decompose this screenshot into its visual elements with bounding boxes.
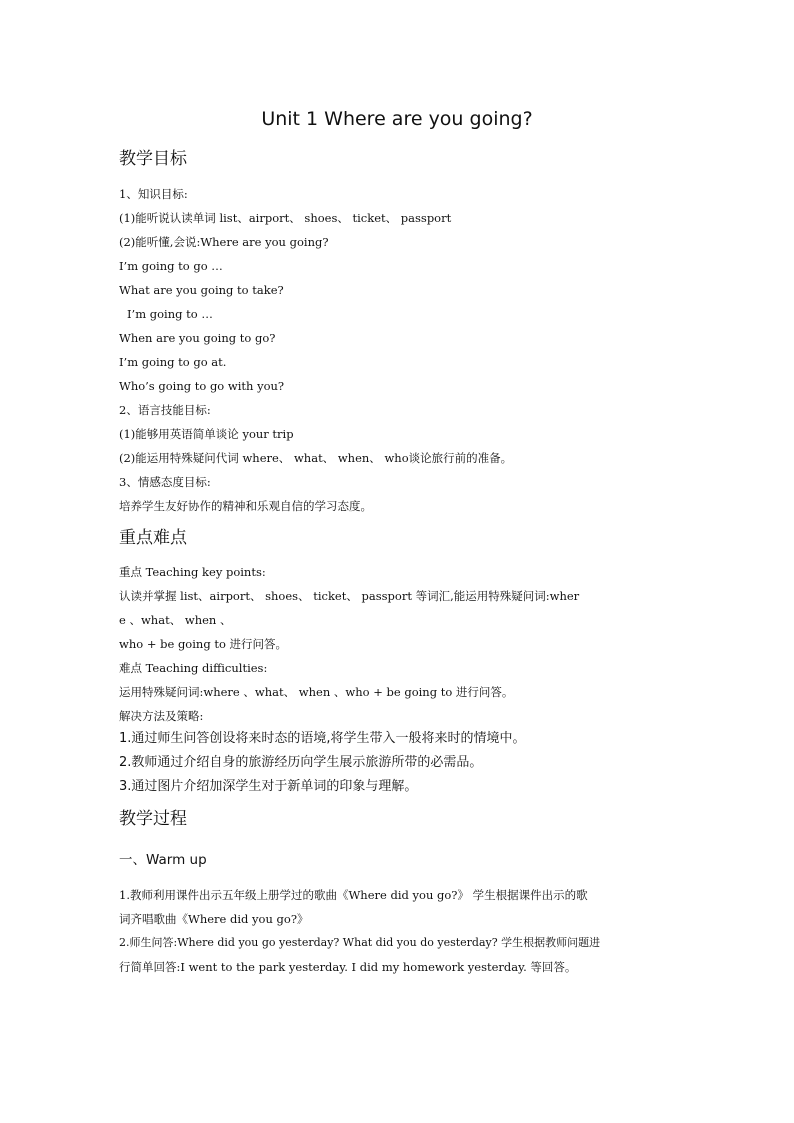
objectives-line: 1、知识目标: — [119, 187, 188, 201]
key-points-line: 3.通过图片介绍加深学生对于新单词的印象与理解。 — [119, 779, 418, 794]
key-points-line: who + be going to 进行问答。 — [119, 637, 288, 651]
key-points-line: 解决方法及策略: — [119, 709, 204, 723]
key-points-line: 2.教师通过介绍自身的旅游经历向学生展示旅游所带的必需品。 — [119, 755, 483, 770]
objectives-line: (1)能够用英语简单谈论 your trip — [119, 427, 294, 441]
key-points-line: 难点 Teaching difficulties: — [119, 661, 268, 675]
section-heading-objectives: 教学目标 — [119, 149, 187, 169]
objectives-line: When are you going to go? — [119, 331, 276, 345]
process-line: 2.师生问答:Where did you go yesterday? What did you do yesterday? 学生根据教师问题进 — [119, 936, 601, 949]
key-points-line: e 、what、 when 、 — [119, 613, 232, 627]
document-title: Unit 1 Where are you going? — [261, 108, 533, 130]
objectives-line: (1)能听说认读单词 list、airport、 shoes、 ticket、 passport — [119, 211, 452, 225]
section-heading-key-points: 重点难点 — [119, 528, 187, 548]
process-line: 行简单回答:I went to the park yesterday. I did my homework yesterday. 等回答。 — [119, 960, 577, 974]
objectives-line: I’m going to go … — [119, 259, 223, 273]
section-heading-process: 教学过程 — [119, 809, 187, 829]
objectives-line: Who’s going to go with you? — [119, 379, 285, 393]
objectives-line: 培养学生友好协作的精神和乐观自信的学习态度。 — [119, 499, 372, 513]
key-points-line: 重点 Teaching key points: — [119, 565, 266, 579]
key-points-line: 运用特殊疑问词:where 、what、 when 、who + be going to 进行问答。 — [119, 685, 514, 699]
process-line: 1.教师利用课件出示五年级上册学过的歌曲《Where did you go?》 学生根据课件出示的歌 — [119, 888, 588, 902]
objectives-line: I’m going to go at. — [119, 355, 227, 369]
key-points-line: 认读并掌握 list、airport、 shoes、 ticket、 passport 等词汇,能运用特殊疑问词:wher — [119, 589, 580, 603]
objectives-line: (2)能听懂,会说:Where are you going? — [119, 235, 329, 249]
warm-up-heading: 一、Warm up — [119, 852, 207, 868]
objectives-line: (2)能运用特殊疑问代词 where、 what、 when、 who谈论旅行前的准备。 — [119, 451, 513, 465]
objectives-line: 3、情感态度目标: — [119, 475, 211, 489]
key-points-line: 1.通过师生问答创设将来时态的语境,将学生带入一般将来时的情境中。 — [119, 731, 526, 746]
objectives-line: What are you going to take? — [119, 283, 284, 297]
objectives-line: 2、语言技能目标: — [119, 403, 211, 417]
process-line: 词齐唱歌曲《Where did you go?》 — [119, 912, 309, 926]
objectives-line: I’m going to … — [127, 307, 213, 321]
